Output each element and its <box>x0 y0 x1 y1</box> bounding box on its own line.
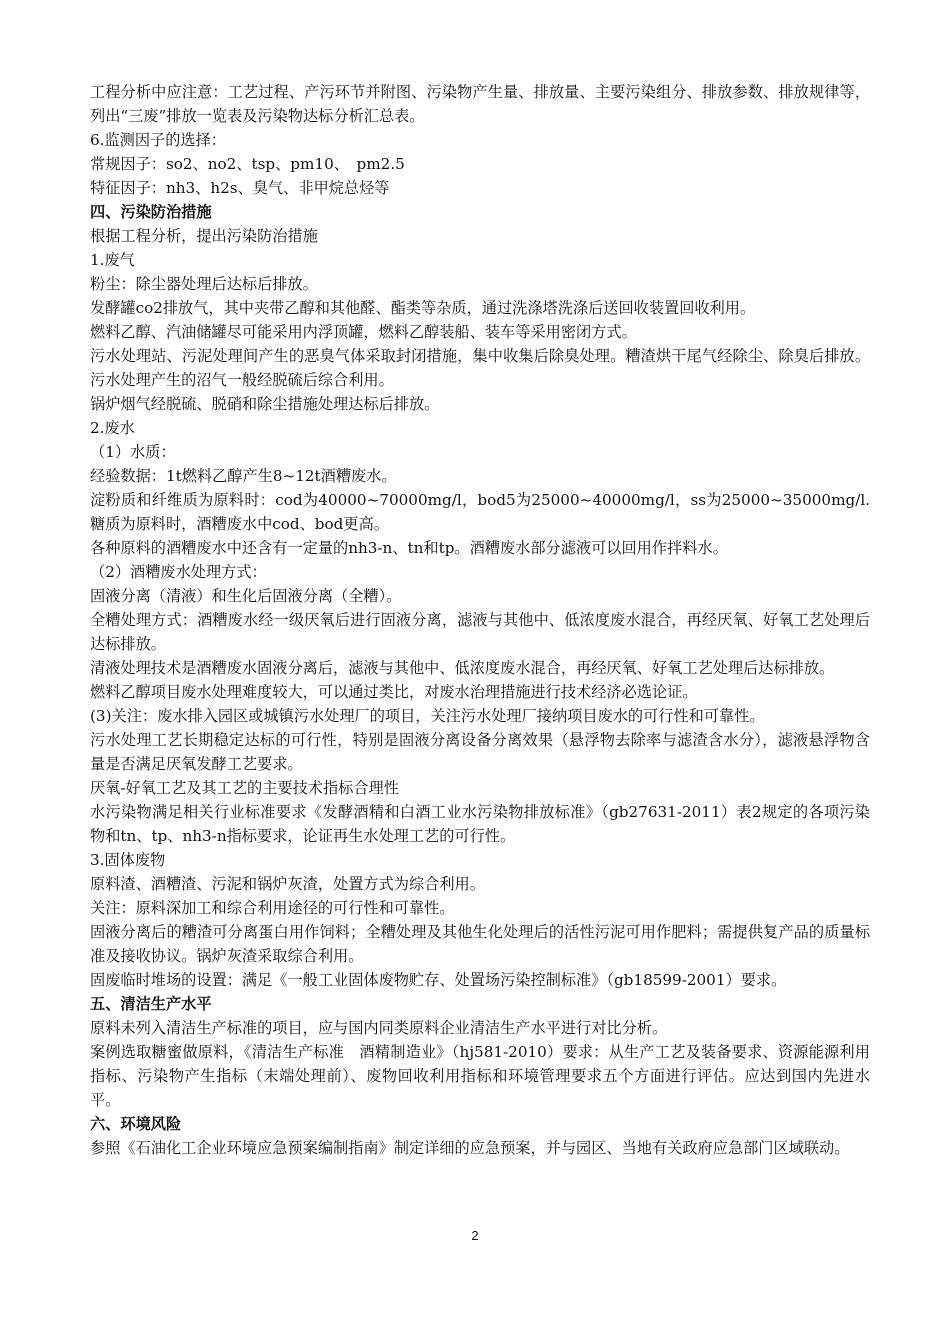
paragraph: （1）水质： <box>90 443 176 461</box>
paragraph: 燃料乙醇、汽油储罐尽可能采用内浮顶罐，燃料乙醇装船、装车等采用密闭方式。 <box>90 323 637 341</box>
paragraph: 粉尘：除尘器处理后达标后排放。 <box>90 275 318 293</box>
paragraph: 6.监测因子的选择： <box>90 131 226 149</box>
paragraph: 各种原料的酒糟废水中还含有一定量的nh3-n、tn和tp。酒糟废水部分滤液可以回用作拌料水。 <box>90 539 728 557</box>
page-number: 2 <box>471 1228 479 1243</box>
paragraph: （2）酒糟废水处理方式： <box>90 563 267 581</box>
paragraph: 参照《石油化工企业环境应急预案编制指南》制定详细的应急预案，并与园区、当地有关政府应急部门区域联动。 <box>90 1139 850 1157</box>
paragraph: 固液分离后的糟渣可分离蛋白用作饲料；全糟处理及其他生化处理后的活性污泥可用作肥料；需提供复产品的质量标准及接收协议。锅炉灰渣采取综合利用。 <box>90 923 870 965</box>
paragraph: 经验数据：1t燃料乙醇产生8~12t酒糟废水。 <box>90 467 397 485</box>
paragraph: (3)关注：废水排入园区或城镇污水处理厂的项目，关注污水处理厂接纳项目废水的可行性和可靠性。 <box>90 707 765 725</box>
paragraph: 淀粉质和纤维质为原料时：cod为40000~70000mg/l，bod5为25000~40000mg/l，ss为25000~35000mg/l.糖质为原料时，酒糟废水中cod、bod更高。 <box>90 491 870 533</box>
paragraph: 水污染物满足相关行业标准要求《发酵酒精和白酒工业水污染物排放标准》（gb27631-2011）表2规定的各项污染物和tn、tp、nh3-n指标要求，论证再生水处理工艺的可行性。 <box>90 803 870 845</box>
section-heading: 五、清洁生产水平 <box>90 995 212 1013</box>
section-heading: 六、环境风险 <box>90 1115 182 1133</box>
paragraph: 原料未列入清洁生产标准的项目，应与国内同类原料企业清洁生产水平进行对比分析。 <box>90 1019 668 1037</box>
document-body <box>90 80 870 1160</box>
paragraph: 原料渣、酒糟渣、污泥和锅炉灰渣，处置方式为综合利用。 <box>90 875 485 893</box>
paragraph: 特征因子：nh3、h2s、臭气、非甲烷总烃等 <box>90 179 390 197</box>
paragraph: 案例选取糖蜜做原料，《清洁生产标准 酒精制造业》（hj581-2010）要求：从生产工艺及装备要求、资源能源利用指标、污染物产生指标（末端处理前）、废物回收利用指标和环境管理要求五个方面进行评估。应达到国内先进水平。 <box>90 1043 870 1109</box>
paragraph: 清液处理技术是酒糟废水固液分离后，滤液与其他中、低浓度废水混合，再经厌氧、好氧工艺处理后达标排放。 <box>90 659 835 677</box>
paragraph: 1.废气 <box>90 251 135 269</box>
paragraph: 常规因子：so2、no2、tsp、pm10、 pm2.5 <box>90 155 405 173</box>
paragraph: 全糟处理方式：酒糟废水经一级厌氧后进行固液分离，滤液与其他中、低浓度废水混合，再经厌氧、好氧工艺处理后达标排放。 <box>90 611 870 653</box>
paragraph: 关注：原料深加工和综合利用途径的可行性和可靠性。 <box>90 899 455 917</box>
paragraph: 发酵罐co2排放气，其中夹带乙醇和其他醛、酯类等杂质，通过洗涤塔洗涤后送回收装置回收利用。 <box>90 299 756 317</box>
paragraph: 固废临时堆场的设置：满足《一般工业固体废物贮存、处置场污染控制标准》（gb18599-2001）要求。 <box>90 971 787 989</box>
paragraph: 3.固体废物 <box>90 851 166 869</box>
paragraph: 2.废水 <box>90 419 135 437</box>
paragraph: 污水处理站、污泥处理间产生的恶臭气体采取封闭措施，集中收集后除臭处理。糟渣烘干尾气经除尘、除臭后排放。污水处理产生的沼气一般经脱硫后综合利用。 <box>90 347 870 389</box>
paragraph: 锅炉烟气经脱硫、脱硝和除尘措施处理达标后排放。 <box>90 395 440 413</box>
paragraph: 污水处理工艺长期稳定达标的可行性，特别是固液分离设备分离效果（悬浮物去除率与滤渣含水分），滤液悬浮物含量是否满足厌氧发酵工艺要求。 <box>90 731 870 773</box>
paragraph: 工程分析中应注意：工艺过程、产污环节并附图、污染物产生量、排放量、主要污染组分、排放参数、排放规律等，列出“三废”排放一览表及污染物达标分析汇总表。 <box>90 83 870 125</box>
section-heading: 四、污染防治措施 <box>90 203 212 221</box>
paragraph: 根据工程分析，提出污染防治措施 <box>90 227 318 245</box>
paragraph: 固液分离（清液）和生化后固液分离（全糟）。 <box>90 587 402 605</box>
paragraph: 厌氧-好氧工艺及其工艺的主要技术指标合理性 <box>90 779 399 797</box>
paragraph: 燃料乙醇项目废水处理难度较大，可以通过类比，对废水治理措施进行技术经济必选论证。 <box>90 683 698 701</box>
